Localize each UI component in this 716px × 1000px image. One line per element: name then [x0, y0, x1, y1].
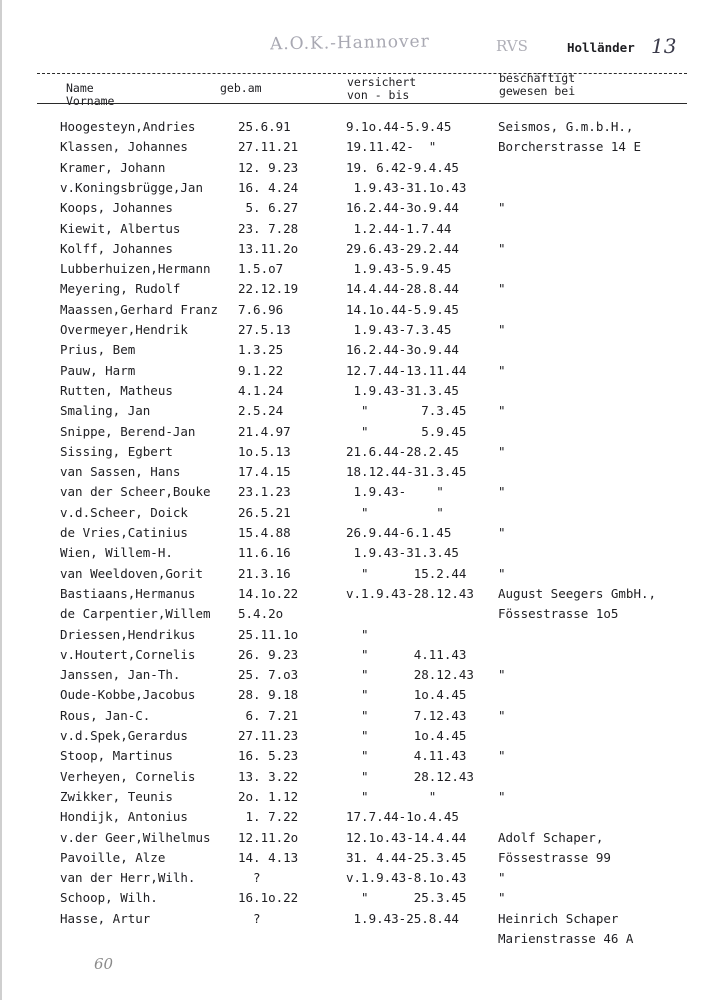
table-row [60, 647, 700, 667]
employer: " [498, 322, 506, 337]
table-row [60, 830, 700, 850]
page-mark: 60 [94, 955, 114, 973]
insured-period: " 28.12.43 [346, 667, 474, 683]
person-name: Smaling, Jan [60, 403, 151, 419]
table-row [60, 667, 700, 687]
birth-date: 7.6.96 [238, 301, 284, 317]
employer: " [498, 281, 506, 297]
column-header-insured [347, 76, 416, 102]
person-name: Rutten, Matheus [60, 382, 173, 398]
birth-date: ? [238, 870, 261, 886]
table-row [60, 708, 700, 728]
person-name: Oude-Kobbe,Jacobus [60, 687, 196, 703]
table-row [60, 383, 700, 403]
person-name: Overmeyer,Hendrik [60, 322, 188, 337]
header-rule-bottom [37, 103, 687, 104]
birth-date: 17.4.15 [238, 464, 291, 480]
person-name: Hoogesteyn,Andries [60, 119, 196, 134]
table-row [60, 119, 700, 139]
table-row [60, 363, 700, 383]
insured-period: 1.9.43-5.9.45 [346, 261, 452, 277]
birth-date: 27.5.13 [238, 322, 291, 337]
birth-date: ? [238, 910, 261, 926]
table-row [60, 748, 700, 768]
person-name: Kiewit, Albertus [60, 220, 181, 236]
insured-period: " 1o.4.45 [346, 687, 467, 703]
insured-period: " 7.3.45 [346, 403, 467, 419]
insured-period: 17.7.44-1o.4.45 [346, 809, 459, 825]
table-row [60, 728, 700, 748]
birth-date: 25.11.1o [238, 626, 299, 642]
table-row [60, 525, 700, 545]
insured-period: " 4.11.43 [346, 646, 467, 662]
person-name: Klassen, Johannes [60, 139, 188, 155]
employer: " [498, 362, 506, 378]
birth-date: 16. 4.24 [238, 179, 299, 195]
person-name: van Sassen, Hans [60, 464, 181, 480]
birth-date: 13. 3.22 [238, 768, 299, 784]
table-row [60, 931, 700, 951]
person-name: Hondijk, Antonius [60, 809, 188, 825]
person-name: Snippe, Berend-Jan [60, 423, 196, 439]
employer: " [498, 748, 506, 764]
table-row [60, 139, 700, 159]
person-name: v.Houtert,Cornelis [60, 646, 196, 662]
birth-date: 26.5.21 [238, 504, 291, 520]
insured-period: 1.2.44-1.7.44 [346, 220, 452, 236]
insured-period: 26.9.44-6.1.45 [346, 525, 452, 540]
insured-period: 14.4.44-28.8.44 [346, 281, 459, 297]
person-name: Verheyen, Cornelis [60, 768, 196, 784]
column-header-name [66, 82, 114, 108]
insured-period: " [346, 626, 369, 642]
person-name: v.Koningsbrügge,Jan [60, 179, 203, 195]
employer: " [498, 403, 506, 419]
sheet-number: 13 [651, 34, 677, 58]
employer: " [498, 565, 506, 581]
table-row [60, 444, 700, 464]
person-name: Maassen,Gerhard Franz [60, 301, 219, 317]
person-name: Zwikker, Teunis [60, 788, 173, 804]
employer: " [498, 788, 506, 804]
person-name: Driessen,Hendrikus [60, 626, 196, 642]
insured-period: 12.1o.43-14.4.44 [346, 829, 467, 845]
birth-date: 14. 4.13 [238, 849, 299, 865]
birth-date: 26. 9.23 [238, 646, 299, 662]
insured-period: v.1.9.43-8.1o.43 [346, 870, 467, 886]
birth-date: 1.5.o7 [238, 261, 284, 277]
table-row [60, 890, 700, 910]
person-name: v.d.Scheer, Doick [60, 504, 188, 520]
birth-date: 4.1.24 [238, 382, 284, 398]
person-name: de Vries,Catinius [60, 525, 188, 540]
person-name: van Weeldoven,Gorit [60, 565, 203, 581]
insured-period: " 5.9.45 [346, 423, 467, 439]
birth-date: 15.4.88 [238, 525, 291, 540]
birth-date: 25.6.91 [238, 119, 291, 134]
insured-period: " 4.11.43 [346, 748, 467, 764]
insured-period: 19. 6.42-9.4.45 [346, 159, 459, 175]
table-row [60, 911, 700, 931]
person-name: Wien, Willem-H. [60, 545, 173, 561]
birth-date: 22.12.19 [238, 281, 299, 297]
table-row [60, 403, 700, 423]
person-name: v.der Geer,Wilhelmus [60, 829, 211, 845]
employer: " [498, 890, 506, 906]
employer: August Seegers GmbH., [498, 585, 657, 601]
person-name: van der Scheer,Bouke [60, 484, 211, 500]
employer: Fössestrasse 1o5 [498, 606, 619, 622]
header-rule-top [37, 73, 687, 74]
header-tag: RVS [496, 37, 528, 55]
employer: " [498, 484, 506, 500]
insured-period: " 15.2.44 [346, 565, 467, 581]
insured-period: 1.9.43-7.3.45 [346, 322, 452, 337]
insured-period: v.1.9.43-28.12.43 [346, 585, 474, 601]
table-row [60, 322, 700, 342]
person-name: Kramer, Johann [60, 159, 166, 175]
person-name: Bastiaans,Hermanus [60, 585, 196, 601]
birth-date: 1. 7.22 [238, 809, 299, 825]
person-name: Meyering, Rudolf [60, 281, 181, 297]
birth-date: 11.6.16 [238, 545, 291, 561]
insured-period: 18.12.44-31.3.45 [346, 464, 467, 480]
insured-period: " 7.12.43 [346, 707, 467, 723]
employer: " [498, 870, 506, 886]
insured-period: 21.6.44-28.2.45 [346, 443, 459, 459]
person-name: Hasse, Artur [60, 910, 151, 926]
person-name: v.d.Spek,Gerardus [60, 728, 188, 743]
birth-date: 23. 7.28 [238, 220, 299, 236]
birth-date: 1o.5.13 [238, 443, 291, 459]
birth-date: 14.1o.22 [238, 585, 299, 601]
insured-period: 1.9.43-25.8.44 [346, 910, 459, 926]
insured-period: 9.1o.44-5.9.45 [346, 119, 452, 134]
insured-period: 19.11.42- " [346, 139, 437, 155]
birth-date: 23.1.23 [238, 484, 291, 500]
column-header-insured-line2: von - bis [347, 88, 410, 102]
birth-date: 25. 7.o3 [238, 667, 299, 683]
birth-date: 12. 9.23 [238, 159, 299, 175]
insured-period: 29.6.43-29.2.44 [346, 240, 459, 256]
person-name: Janssen, Jan-Th. [60, 667, 181, 683]
person-name: Pavoille, Alze [60, 849, 166, 865]
birth-date: 5. 6.27 [238, 200, 299, 216]
insured-period: " 28.12.43 [346, 768, 474, 784]
birth-date: 21.3.16 [238, 565, 291, 581]
employer: " [498, 200, 506, 216]
insured-period: 14.1o.44-5.9.45 [346, 301, 459, 317]
employer: " [498, 240, 506, 256]
table-row [60, 281, 700, 301]
column-header-insured-line1: versichert [347, 75, 417, 89]
birth-date: 16. 5.23 [238, 748, 299, 764]
column-header-born: geb.am [220, 81, 262, 95]
insured-period: 12.7.44-13.11.44 [346, 362, 467, 378]
table-row [60, 180, 700, 200]
table-row [60, 221, 700, 241]
table-row [60, 545, 700, 565]
table-row [60, 342, 700, 362]
employer: " [498, 707, 506, 723]
column-header-employer-line1: beschäftigt [499, 71, 576, 85]
column-header-vorname-label: Vorname [66, 94, 115, 108]
insured-period: 16.2.44-3o.9.44 [346, 200, 459, 216]
person-name: van der Herr,Wilh. [60, 870, 196, 886]
employer: Borcherstrasse 14 E [498, 139, 641, 155]
table-row [60, 424, 700, 444]
employer: " [498, 525, 506, 540]
insured-period: 1.9.43-31.3.45 [346, 382, 459, 398]
employer: Heinrich Schaper [498, 910, 619, 926]
insured-period: " " [346, 788, 437, 804]
table-row [60, 627, 700, 647]
birth-date: 16.1o.22 [238, 890, 299, 906]
table-row [60, 241, 700, 261]
insured-period: 1.9.43-31.1o.43 [346, 179, 467, 195]
birth-date: 6. 7.21 [238, 707, 299, 723]
person-name: Prius, Bem [60, 342, 136, 358]
person-name: Stoop, Martinus [60, 748, 173, 764]
birth-date: 2.5.24 [238, 403, 284, 419]
birth-date: 12.11.2o [238, 829, 299, 845]
employer: Fössestrasse 99 [498, 849, 611, 865]
employer: Marienstrasse 46 A [498, 931, 634, 946]
table-row [60, 484, 700, 504]
column-header-employer [499, 72, 575, 98]
table-row [60, 809, 700, 829]
birth-date: 27.11.23 [238, 728, 299, 743]
employer: Adolf Schaper, [498, 829, 604, 845]
birth-date: 27.11.21 [238, 139, 299, 155]
table-row [60, 769, 700, 789]
birth-date: 28. 9.18 [238, 687, 299, 703]
birth-date: 2o. 1.12 [238, 788, 299, 804]
table-row [60, 566, 700, 586]
insured-period: " " [346, 504, 444, 520]
insured-period: " 25.3.45 [346, 890, 467, 906]
employer: " [498, 667, 506, 683]
birth-date: 1.3.25 [238, 342, 284, 358]
insured-period: 1.9.43-31.3.45 [346, 545, 459, 561]
person-name: Koops, Johannes [60, 200, 173, 216]
column-header-employer-line2: gewesen bei [499, 84, 576, 98]
person-name: Sissing, Egbert [60, 443, 173, 459]
person-name: Kolff, Johannes [60, 240, 173, 256]
employer: " [498, 443, 506, 459]
table-row [60, 870, 700, 890]
table-row [60, 302, 700, 322]
birth-date: 5.4.2o [238, 606, 284, 622]
person-name: Rous, Jan-C. [60, 707, 151, 723]
table-row [60, 160, 700, 180]
table-row [60, 464, 700, 484]
table-row [60, 261, 700, 281]
table-row [60, 200, 700, 220]
insured-period: " 1o.4.45 [346, 728, 467, 743]
birth-date: 13.11.2o [238, 240, 299, 256]
insured-period: 1.9.43- " [346, 484, 444, 500]
person-name: Schoop, Wilh. [60, 890, 158, 906]
table-row [60, 606, 700, 626]
table-row [60, 687, 700, 707]
insured-period: 31. 4.44-25.3.45 [346, 849, 467, 865]
table-row [60, 586, 700, 606]
column-header-name-label: Name [66, 81, 94, 95]
table-row [60, 505, 700, 525]
person-name: Pauw, Harm [60, 362, 136, 378]
person-name: Lubberhuizen,Hermann [60, 261, 211, 277]
birth-date: 21.4.97 [238, 423, 291, 439]
birth-date: 9.1.22 [238, 362, 284, 378]
person-name: de Carpentier,Willem [60, 606, 211, 622]
nationality-label: Holländer [567, 40, 635, 55]
insured-period: 16.2.44-3o.9.44 [346, 342, 459, 358]
header-stamp: A.O.K.-Hannover [269, 31, 430, 55]
table-row [60, 850, 700, 870]
table-row [60, 789, 700, 809]
employer: Seismos, G.m.b.H., [498, 119, 634, 134]
